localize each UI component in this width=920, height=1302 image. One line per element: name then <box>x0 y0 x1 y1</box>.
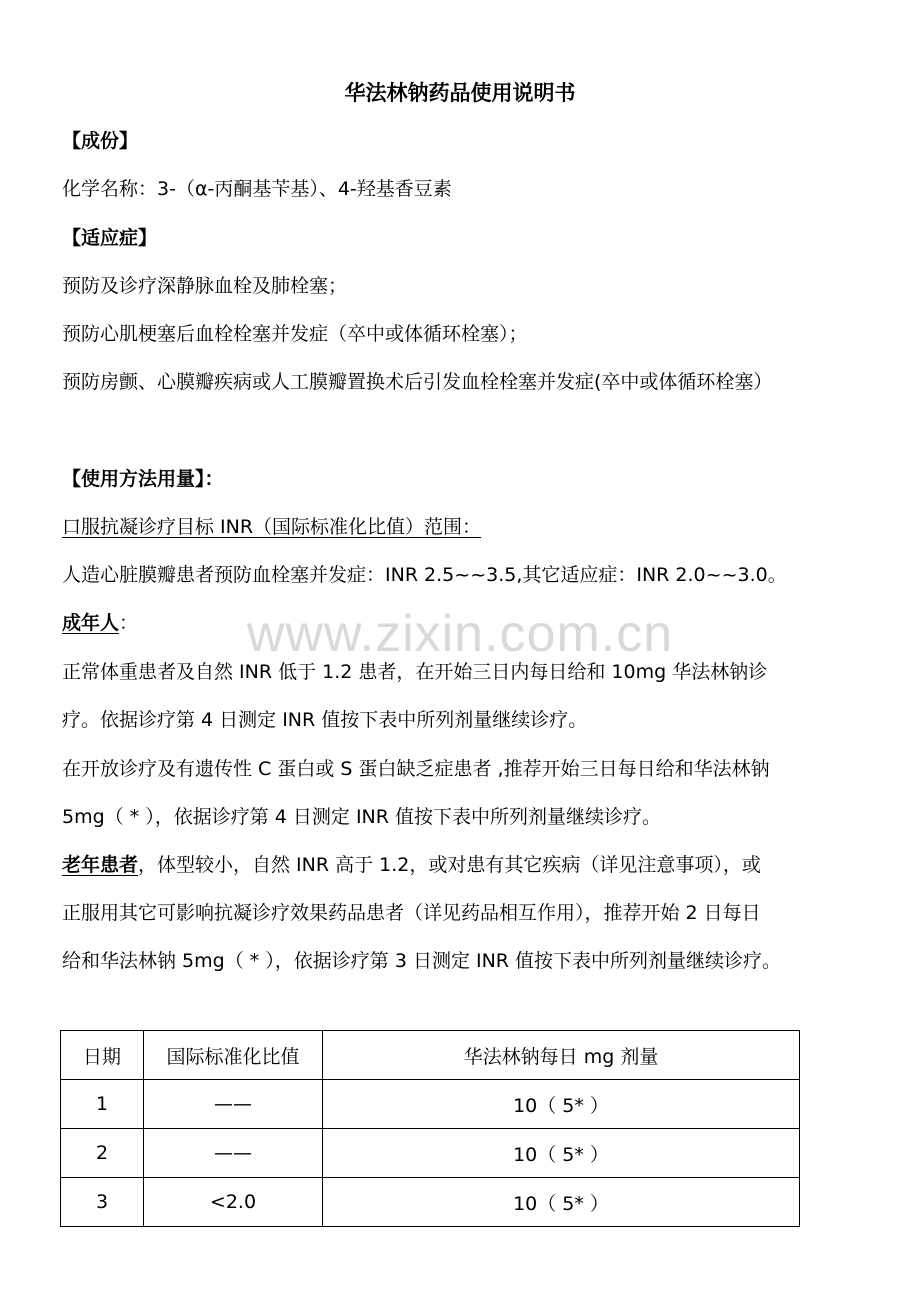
adult-paragraph-1-line-2: 疗。依据诊疗第 4 日测定 INR 值按下表中所列剂量继续诊疗。 <box>62 709 588 731</box>
indication-3: 预防房颤、心膜瓣疾病或人工膜瓣置换术后引发血栓栓塞并发症(卒中或体循环栓塞） <box>62 371 773 393</box>
chemical-name: 化学名称：3-（α-丙酮基苄基）、4-羟基香豆素 <box>62 178 452 200</box>
table-header-row <box>61 1031 800 1080</box>
cell-dose: 10（ 5* ） <box>323 1129 800 1178</box>
cell-inr: —— <box>144 1080 323 1129</box>
adult-paragraph-2-line-1: 在开放诊疗及有遗传性 C 蛋白或 S 蛋白缺乏症患者 ,推荐开始三日每日给和华法林钠 <box>62 758 770 780</box>
table-row <box>61 1178 800 1227</box>
table-row <box>61 1080 800 1129</box>
adult-paragraph-1-line-1: 正常体重患者及自然 INR 低于 1.2 患者，在开始三日内每日给和 10mg 华法林钠诊 <box>62 661 768 683</box>
adult-paragraph-2-line-2: 5mg（ * ），依据诊疗第 4 日测定 INR 值按下表中所列剂量继续诊疗。 <box>62 806 662 828</box>
inr-target-range: 口服抗凝诊疗目标 INR（国际标准化比值）范围： <box>62 516 482 538</box>
cell-dose: 10（ 5* ） <box>323 1178 800 1227</box>
adult-label: 成年人 <box>62 612 120 634</box>
indications-heading: 【适应症】 <box>62 227 158 249</box>
adult-heading <box>62 611 138 635</box>
elderly-line-1 <box>62 853 761 877</box>
header-inr: 国际标准化比值 <box>144 1031 323 1080</box>
cell-date: 1 <box>61 1080 144 1129</box>
elderly-line-2: 正服用其它可影响抗凝诊疗效果药品患者（详见药品相互作用），推荐开始 2 日每日 <box>62 902 761 924</box>
document-title: 华法林钠药品使用说明书 <box>344 81 576 105</box>
indication-2: 预防心肌梗塞后血栓栓塞并发症（卒中或体循环栓塞）； <box>62 323 528 345</box>
elderly-line-3: 给和华法林钠 5mg（ * ），依据诊疗第 3 日测定 INR 值按下表中所列剂量继续诊疗。 <box>62 950 782 972</box>
dosage-table <box>60 1030 800 1227</box>
composition-heading: 【成份】 <box>62 130 139 152</box>
elderly-line-1-text: ，体型较小，自然 INR 高于 1.2，或对患有其它疾病（详见注意事项），或 <box>138 854 761 876</box>
header-date: 日期 <box>61 1031 144 1080</box>
adult-colon: ： <box>119 612 139 634</box>
cell-dose: 10（ 5* ） <box>323 1080 800 1129</box>
header-daily-dose: 华法林钠每日 mg 剂量 <box>323 1031 800 1080</box>
inr-ranges: 人造心脏膜瓣患者预防血栓塞并发症：INR 2.5~~3.5,其它适应症：INR 2.0~~3.0。 <box>62 564 787 586</box>
cell-date: 2 <box>61 1129 144 1178</box>
elderly-label: 老年患者 <box>62 854 139 876</box>
cell-inr: —— <box>144 1129 323 1178</box>
cell-date: 3 <box>61 1178 144 1227</box>
watermark: www.zixin.com.cn <box>246 605 674 663</box>
cell-inr: <2.0 <box>144 1178 323 1227</box>
table-row <box>61 1129 800 1178</box>
dosage-heading: 【使用方法用量】： <box>62 468 224 490</box>
indication-1: 预防及诊疗深静脉血栓及肺栓塞； <box>62 275 348 297</box>
